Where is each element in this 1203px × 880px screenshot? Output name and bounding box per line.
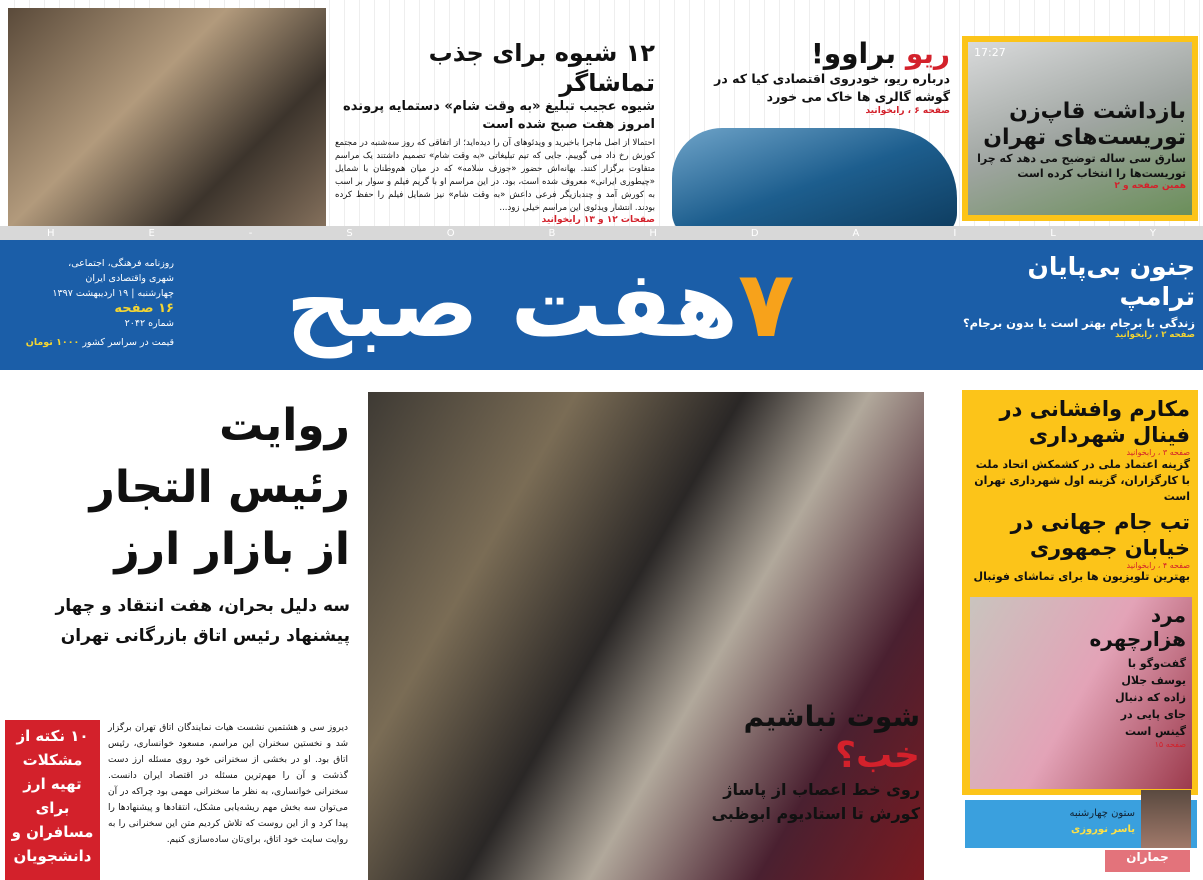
headline-line: رئیس التجار — [89, 462, 350, 513]
cctv-photo — [968, 42, 1192, 215]
strip-letter: - — [248, 227, 253, 239]
story-worldcup[interactable] — [970, 509, 1190, 583]
story-spectators[interactable] — [335, 38, 655, 225]
issue-date: چهارشنبه | ۱۹ اردیبهشت ۱۳۹۷ — [52, 288, 174, 299]
issue-number: شماره ۲۰۴۲ — [124, 318, 174, 329]
logo-numeral: ۷ — [738, 251, 795, 358]
story-mayor[interactable] — [970, 396, 1190, 505]
headline: بازداشت قاپ‌زن توریست‌های تهران — [983, 99, 1186, 150]
column-author: یاسر نوروزی — [1071, 824, 1135, 835]
page-ref[interactable]: صفحات ۱۲ و ۱۳ رابخوانید — [541, 215, 655, 225]
headline-line: روایت — [219, 400, 350, 451]
strip-letter: L — [1050, 227, 1056, 239]
strip-letter: E — [148, 227, 155, 239]
body-text: گفت‌وگو با یوسف جلال زاده که دنبال جای پایی در گینس است — [1115, 657, 1186, 738]
column-label: ستون چهارشنبه — [1069, 808, 1135, 819]
subheadline: سه دلیل بحران، هفت انتقاد و چهار پیشنهاد رئیس اتاق بازرگانی تهران — [55, 596, 350, 646]
body-text: احتمالا از اصل ماجرا باخبرید و ویدئوهای آن را دیده‌اید؛ از اتفاقی که روز سه‌شنبه در مجتمع کورش رخ داد می گوییم. جایی که تیم تبلیغاتی «به وقت شام» تصمیم داشتند یک مراسم متفاوت برگزار کنند. بهانه‌اش حضور «جوزف سلامه» که در میان هم‌وطنان با شمایل «چیطوری ایرانی» معروف شده است، بود. در این مراسم او با گریم فیلم و سوار بر اسب به کورش آمد و چندبازیگر فرعی داعش «به وقت شام» نیز شمایل فیلم را حفظ کرده بودند. انتشار ویدئوی این مراسم خیلی زود... — [335, 138, 655, 213]
page-ref[interactable]: صفحه ۳ ، رابخوانید — [1126, 448, 1190, 457]
masthead-strip — [0, 226, 1203, 240]
page-count: ۱۶ صفحه — [114, 301, 174, 316]
headline-red: ریو — [905, 37, 950, 70]
story-trump[interactable] — [950, 252, 1195, 340]
subheadline: گزینه اعتماد ملی در کشمکش اتحاد ملت با کارگزاران، گزینه اول شهرداری تهران است — [974, 458, 1190, 503]
masthead-info — [14, 256, 174, 350]
headline: تب جام جهانی در خیابان جمهوری — [1010, 510, 1190, 560]
car-image — [672, 128, 957, 238]
newspaper-logo — [250, 250, 830, 365]
subheadline: شیوه عجیب تبلیغ «به وقت شام» دستمایه پرونده امروز هفت صبح شده است — [343, 99, 655, 132]
columnist-photo — [1141, 790, 1191, 848]
subheadline: زندگی با برجام بهتر است یا بدون برجام؟ — [963, 316, 1195, 330]
headline: جنون بی‌پایان ترامپ — [1027, 252, 1195, 311]
page-ref[interactable]: همین صفحه و ۲ — [1114, 181, 1186, 191]
strip-letter: A — [852, 227, 860, 239]
strip-letter: S — [346, 227, 353, 239]
lead-story[interactable] — [10, 395, 350, 651]
subheadline: سارق سی ساله توضیح می دهد که چرا توریست‌ها را انتخاب کرده است — [977, 152, 1186, 180]
strip-letter: I — [953, 227, 957, 239]
page-ref[interactable]: صفحه ۶ ، رابخوانید — [865, 106, 950, 116]
page-ref[interactable]: صفحه ۲ ، رابخوانید — [1115, 330, 1195, 340]
sidebar-box[interactable]: ۱۰ نکته از مشکلات تهیه ارز برای مسافران و دانشجویان — [5, 720, 100, 880]
strip-letter: B — [548, 227, 556, 239]
headline: براوو! — [810, 37, 897, 70]
story-thousand-faces[interactable] — [970, 597, 1192, 789]
page-ref[interactable]: صفحه ۴ ، رابخوانید — [1126, 561, 1190, 570]
info-line: روزنامه فرهنگی، اجتماعی، — [68, 258, 174, 269]
columnist-bar[interactable] — [965, 800, 1197, 848]
subheadline: بهترین تلویزیون ها برای تماشای فوتبال — [973, 570, 1190, 583]
strip-letter: H — [649, 227, 657, 239]
price-label: قیمت در سراسر کشور — [82, 337, 174, 348]
story-rio[interactable] — [680, 38, 950, 116]
headline: مکارم وافشانی در فینال شهرداری — [999, 397, 1190, 447]
subheadline: درباره ریو، خودروی اقتصادی کیا که در گوشه گالری ها خاک می خورد — [714, 71, 950, 104]
strip-letter: O — [446, 227, 455, 239]
headline-line: از بازار ارز — [114, 524, 350, 575]
headline-red: خب؟ — [835, 735, 920, 776]
headline: مرد هزارچهره — [1089, 603, 1186, 651]
strip-letter: H — [46, 227, 55, 239]
logo-text: هفت صبح — [285, 251, 739, 358]
page-ref[interactable]: صفحه ۱۵ — [1154, 740, 1186, 749]
price: ۱۰۰۰ تومان — [25, 337, 80, 348]
crowd-photo — [8, 8, 326, 240]
headline: شوت نباشیم — [743, 700, 920, 733]
strip-letter: Y — [1149, 227, 1156, 239]
subheadline: روی خط اعصاب از پاساژ کورش تا استادیوم ابوظبی — [711, 780, 920, 823]
headline: ۱۲ شیوه برای جذب تماشاگر — [428, 39, 655, 97]
lead-body: دیروز سی و هشتمین نشست هیات نمایندگان اتاق تهران برگزار شد و نخستین سخنران این مراسم، مسعود خوانساری، رئیس اتاق بود. او در بخشی از سخنرانی خود روی مسئله ارز دست گذشت و آن را مهم‌ترین مسئله در اقتصاد ایران دانست. سخنرانی خوانساری، به نظر ما سخنرانی مهمی بود چراکه در آن می‌توان سه بخش مهم ریشه‌یابی مشکل، انتقادها و پیشنهادها را پیدا کرد و از این روست که تلاش کردیم متن این سخنرانی را به روایت سایت خود اتاق، برای‌تان ساده‌سازی کنیم. — [108, 723, 348, 845]
photo-story[interactable] — [690, 700, 920, 826]
strip-letter: D — [750, 227, 759, 239]
timestamp: 17:27 — [974, 46, 1006, 59]
watermark: جماران — [1105, 850, 1190, 872]
story-tourist-thief[interactable] — [962, 36, 1198, 221]
info-line: شهری واقتصادی ایران — [85, 273, 174, 284]
